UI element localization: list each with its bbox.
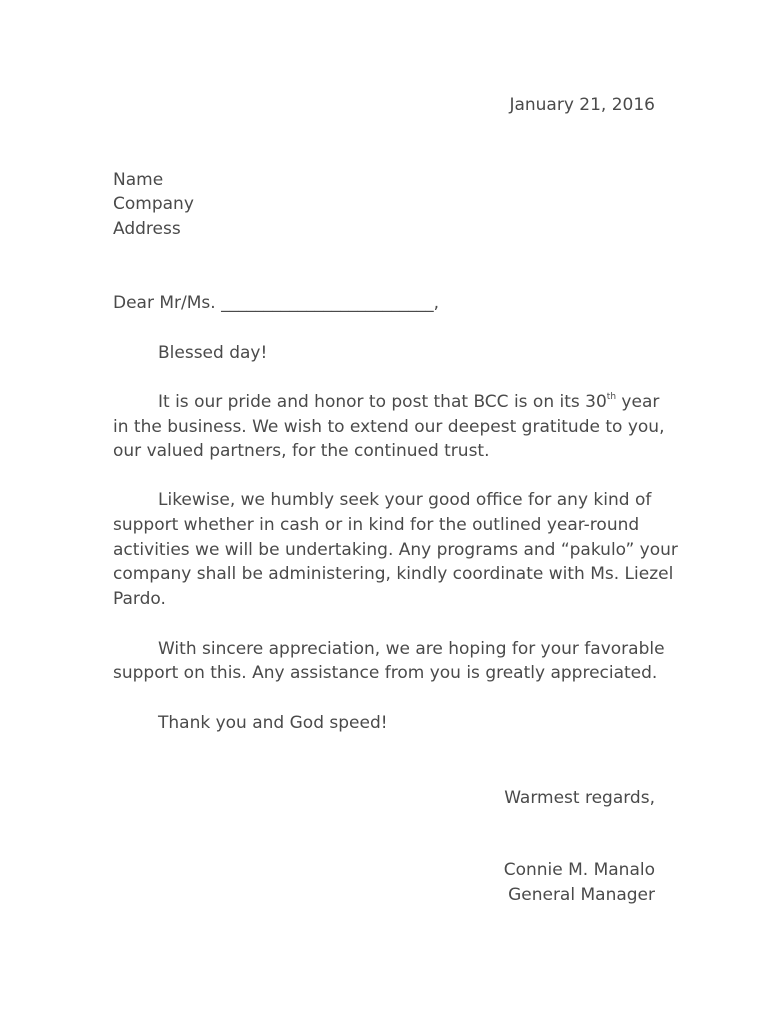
paragraph-2-line-3: activities we will be undertaking. Any programs and “pakulo” your <box>113 540 678 560</box>
paragraph-1-text: It is our pride and honor to post that BCC is on its 30 <box>158 392 607 412</box>
letter-date: January 21, 2016 <box>509 95 655 115</box>
salutation <box>113 291 655 316</box>
ordinal-suffix: th <box>606 392 617 402</box>
paragraph-2-line-4: company shall be administering, kindly coordinate with Ms. Liezel <box>113 564 674 584</box>
paragraph-1-line-1 <box>113 390 660 415</box>
signatory-title: General Manager <box>508 885 655 905</box>
paragraph-1-line-2: in the business. We wish to extend our deepest gratitude to you, <box>113 417 665 437</box>
paragraph-2-line-1: Likewise, we humbly seek your good office for any kind of <box>158 490 652 510</box>
salutation-blank: _________________________, <box>221 293 439 313</box>
salutation-prefix: Dear Mr/Ms. <box>113 293 222 313</box>
closing-line: Thank you and God speed! <box>158 713 388 733</box>
closing: Warmest regards, <box>504 788 655 808</box>
paragraph-3-line-1: With sincere appreciation, we are hoping for your favorable <box>158 639 665 659</box>
greeting: Blessed day! <box>158 343 268 363</box>
paragraph-2-line-2: support whether in cash or in kind for the outlined year-round <box>113 515 640 535</box>
paragraph-1-line-3: our valued partners, for the continued trust. <box>113 441 490 461</box>
paragraph-3-line-2: support on this. Any assistance from you is greatly appreciated. <box>113 663 658 683</box>
recipient-name: Name <box>113 170 164 190</box>
signatory-name: Connie M. Manalo <box>503 860 655 880</box>
paragraph-1-line-1-end: year <box>616 392 660 412</box>
paragraph-2-line-5: Pardo. <box>113 589 166 609</box>
recipient-company: Company <box>113 194 194 214</box>
recipient-address: Address <box>113 219 181 239</box>
